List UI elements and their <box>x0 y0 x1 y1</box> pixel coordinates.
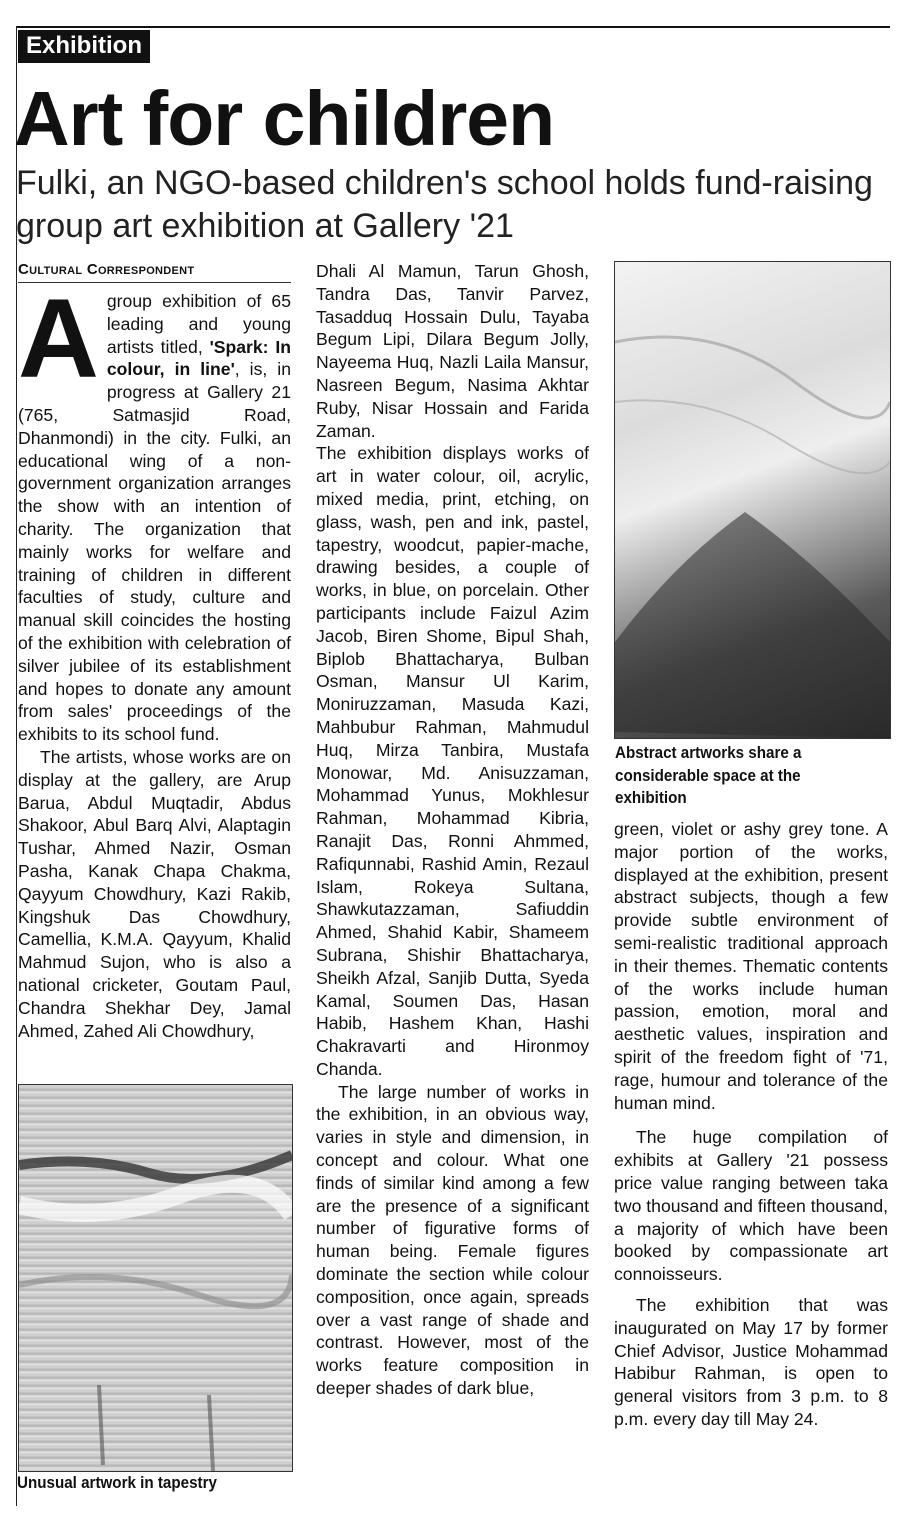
section-tag: Exhibition <box>18 30 150 63</box>
abstract-artwork-image <box>615 262 890 738</box>
headline: Art for children <box>14 76 555 162</box>
paragraph <box>18 276 291 746</box>
text: group exhibition of 65 leading and young artists titled, <box>106 291 291 357</box>
caption-tapestry: Unusual artwork in tapestry <box>17 1474 217 1492</box>
tapestry-artwork-photo <box>18 1084 293 1472</box>
text: , is, in progress at Gallery 21 (765, Satmasjid Road, Dhanmondi) in the city. Fulki, an educational wing of a non-government organization arranges the show with an intention of charity. The organization that mainly works for welfare and training of children in different faculties of study, culture and manual skill coincides the hosting of the exhibition with celebration of silver jubilee of its establishment and hopes to donate any amount from sales' proceedings of the exhibits to its school fund. <box>18 359 291 745</box>
drop-cap: A <box>18 276 99 401</box>
paragraph: The huge compilation of exhibits at Gallery '21 possess price value ranging between taka two thousand and fifteen thousand, a majority of which have been booked by compassionate art connoisseurs. <box>614 1127 888 1285</box>
abstract-artwork-photo <box>614 261 891 739</box>
paragraph: The large number of works in the exhibition, in an obvious way, varies in style and dimension, in concept and colour. What one finds of similar kind among a few are the presence of a significant number of figurative forms of human being. Female figures dominate the section while colour composition, once again, spreads over a vast range of shade and contrast. However, most of the works feature composition in deeper shades of dark blue, <box>316 1081 589 1399</box>
paragraph: The exhibition that was inaugurated on May 17 by former Chief Advisor, Justice Mohammad Habibur Rahman, is open to general visitors from 3 p.m. to 8 p.m. every day till May 24. <box>614 1294 888 1429</box>
tapestry-artwork-image <box>19 1085 292 1471</box>
left-rule <box>16 26 17 1506</box>
top-rule <box>16 26 890 28</box>
article-column-1 <box>18 276 291 1042</box>
article-column-2 <box>316 260 589 1400</box>
deck: Fulki, an NGO-based children's school holds fund-raising group art exhibition at Gallery '21 <box>16 164 873 245</box>
byline: Cultural Correspondent <box>18 261 291 283</box>
paragraph: green, violet or ashy grey tone. A major portion of the works, displayed at the exhibition, present abstract subjects, though a few provide subtle environment of semi-realistic traditional approach in their themes. Thematic contents of the works include human passion, emotion, moral and aesthetic values, inspiration and spirit of the freedom fight of '71, rage, humour and tolerance of the human mind. <box>614 819 888 1113</box>
paragraph: The artists, whose works are on display at the gallery, are Arup Barua, Abdul Muqtadir, Abdus Shakoor, Abul Barq Alvi, Alaptagin Tushar, Ahmed Nazir, Osman Pasha, Kanak Chapa Chakma, Qayyum Chowdhury, Kazi Rakib, Kingshuk Das Chowdhury, Camellia, K.M.A. Qayyum, Khalid Mahmud Sujon, who is also a national cricketer, Goutam Paul, Chandra Shekhar Dey, Jamal Ahmed, Zahed Ali Chowdhury, <box>18 746 291 1041</box>
exhibition-title: 'Spark: In colour, in line' <box>106 336 291 380</box>
paragraph: Dhali Al Mamun, Tarun Ghosh, Tandra Das, Tanvir Parvez, Tasadduq Hossain Dulu, Tayaba Begum Lipi, Dilara Begum Jolly, Nayeema Huq, Nazli Laila Mansur, Nasreen Begum, Nasima Akhtar Ruby, Nisar Hossain and Farida Zaman. <box>316 261 589 441</box>
article-column-3 <box>614 818 888 1431</box>
caption-abstract: Abstract artworks share a considerable space at the exhibition <box>615 744 802 807</box>
paragraph: The exhibition displays works of art in water colour, oil, acrylic, mixed media, print, etching, on glass, wash, pen and ink, pastel, tapestry, woodcut, papier-mache, drawing besides, a couple of works, in blue, on porcelain. Other participants include Faizul Azim Jacob, Biren Shome, Bipul Shah, Biplob Bhattacharya, Bulban Osman, Mansur Ul Karim, Moniruzzaman, Masuda Kazi, Mahbubur Rahman, Mahmudul Huq, Mirza Tanbira, Mustafa Monowar, Md. Anisuzzaman, Mohammad Yunus, Mokhlesur Rahman, Mohammad Kibria, Ranajit Das, Ronni Ahmmed, Rafiqunnabi, Rashid Amin, Rezaul Islam, Rokeya Sultana, Shawkutazzaman, Safiuddin Ahmed, Shahid Kabir, Shameem Subrana, Shishir Bhattacharya, Sheikh Afzal, Sanjib Dutta, Syeda Kamal, Soumen Das, Hasan Habib, Hashem Khan, Hashi Chakravarti and Hironmoy Chanda. <box>316 443 589 1079</box>
